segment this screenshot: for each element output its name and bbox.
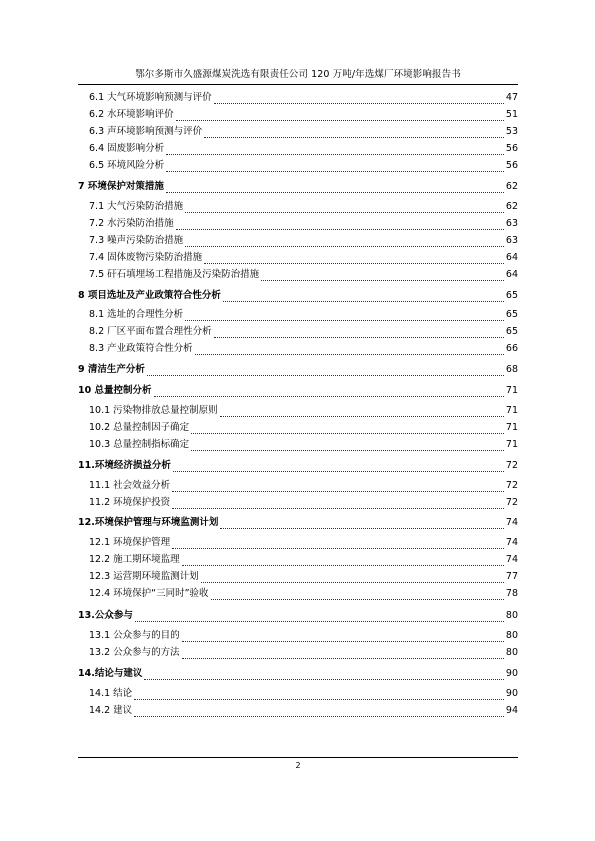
toc-section-entry[interactable] <box>78 702 518 720</box>
toc-section-entry[interactable] <box>78 157 518 175</box>
toc-section-entry[interactable] <box>78 306 518 324</box>
toc-dot-leader <box>191 427 504 434</box>
toc-dot-leader <box>173 465 504 472</box>
toc-entry-title: 8 项目选址及产业政策符合性分析 <box>78 290 221 301</box>
toc-entry-page: 64 <box>505 269 518 280</box>
toc-entry-title: 7 环境保护对策措施 <box>78 181 164 192</box>
toc-entry-title: 7.1 大气污染防治措施 <box>89 201 184 212</box>
toc-entry-page: 71 <box>505 405 518 416</box>
toc-entry-title: 6.5 环境风险分析 <box>89 160 165 171</box>
toc-entry-title: 10.1 污染物排放总量控制原则 <box>89 405 218 416</box>
toc-entry-page: 53 <box>505 126 518 137</box>
toc-dot-leader <box>185 206 504 213</box>
toc-section-entry[interactable] <box>78 340 518 358</box>
toc-entry-title: 12.1 环境保护管理 <box>89 537 171 548</box>
toc-chapter-entry[interactable] <box>78 361 518 379</box>
toc-entry-title: 12.4 环境保护“三同时”验收 <box>89 588 209 599</box>
toc-dot-leader <box>204 257 504 264</box>
toc-dot-leader <box>144 673 504 680</box>
toc-dot-leader <box>182 559 504 566</box>
toc-section-entry[interactable] <box>78 568 518 586</box>
toc-dot-leader <box>134 710 504 717</box>
toc-dot-leader <box>261 274 504 281</box>
toc-entry-page: 47 <box>505 92 518 103</box>
toc-entry-page: 72 <box>505 460 518 471</box>
toc-section-entry[interactable] <box>78 123 518 141</box>
running-header: 鄂尔多斯市久盛源煤炭洗选有限责任公司 120 万吨/年选煤厂环境影响报告书 <box>135 69 461 80</box>
toc-entry-title: 13.1 公众参与的目的 <box>89 630 180 641</box>
toc-chapter-entry[interactable] <box>78 607 518 625</box>
toc-entry-title: 6.1 大气环境影响预测与评价 <box>89 92 212 103</box>
toc-dot-leader <box>176 114 504 121</box>
toc-entry-page: 80 <box>505 630 518 641</box>
toc-dot-leader <box>223 295 504 302</box>
toc-entry-title: 10.2 总量控制因子确定 <box>89 422 190 433</box>
toc-dot-leader <box>204 131 504 138</box>
toc-chapter-entry[interactable] <box>78 457 518 475</box>
toc-dot-leader <box>211 593 504 600</box>
toc-section-entry[interactable] <box>78 585 518 603</box>
toc-dot-leader <box>182 635 504 642</box>
toc-section-entry[interactable] <box>78 215 518 233</box>
toc-entry-page: 56 <box>505 143 518 154</box>
toc-entry-page: 74 <box>505 554 518 565</box>
toc-entry-title: 7.3 噪声污染防治措施 <box>89 235 184 246</box>
toc-entry-title: 11.2 环境保护投资 <box>89 497 171 508</box>
toc-entry-page: 71 <box>505 385 518 396</box>
toc-entry-title: 11.环境经济损益分析 <box>78 460 171 471</box>
toc-entry-page: 90 <box>505 668 518 679</box>
toc-entry-page: 64 <box>505 252 518 263</box>
toc-section-entry[interactable] <box>78 477 518 495</box>
toc-dot-leader <box>185 314 504 321</box>
toc-dot-leader <box>172 485 504 492</box>
toc-entry-title: 12.环境保护管理与环境监测计划 <box>78 517 219 528</box>
toc-dot-leader <box>191 444 504 451</box>
toc-section-entry[interactable] <box>78 627 518 645</box>
toc-entry-title: 8.2 厂区平面布置合理性分析 <box>89 326 212 337</box>
toc-entry-page: 65 <box>505 309 518 320</box>
header-rule <box>78 84 518 85</box>
toc-entry-page: 51 <box>505 109 518 120</box>
toc-entry-title: 9 清洁生产分析 <box>78 364 145 375</box>
toc-dot-leader <box>166 165 504 172</box>
toc-dot-leader <box>154 390 504 397</box>
toc-entry-page: 80 <box>505 647 518 658</box>
toc-section-entry[interactable] <box>78 232 518 250</box>
toc-entry-page: 63 <box>505 235 518 246</box>
toc-dot-leader <box>220 410 504 417</box>
toc-entry-title: 12.2 施工期环境监理 <box>89 554 180 565</box>
toc-dot-leader <box>220 522 504 529</box>
toc-chapter-entry[interactable] <box>78 178 518 196</box>
toc-entry-title: 14.1 结论 <box>89 688 133 699</box>
toc-entry-title: 7.5 矸石填埋场工程措施及污染防治措施 <box>89 269 260 280</box>
toc-entry-title: 14.2 建议 <box>89 705 133 716</box>
toc-entry-title: 11.1 社会效益分析 <box>89 480 171 491</box>
toc-entry-title: 13.公众参与 <box>78 610 133 621</box>
toc-section-entry[interactable] <box>78 266 518 284</box>
toc-entry-page: 72 <box>505 480 518 491</box>
toc-dot-leader <box>166 148 504 155</box>
toc-entry-page: 71 <box>505 439 518 450</box>
toc-entry-page: 90 <box>505 688 518 699</box>
toc-dot-leader <box>166 186 504 193</box>
toc-chapter-entry[interactable] <box>78 382 518 400</box>
footer-rule <box>78 757 518 758</box>
toc-section-entry[interactable] <box>78 140 518 158</box>
toc-dot-leader <box>147 369 504 376</box>
toc-section-entry[interactable] <box>78 323 518 341</box>
toc-dot-leader <box>195 348 504 355</box>
toc-dot-leader <box>185 240 504 247</box>
toc-section-entry[interactable] <box>78 89 518 107</box>
toc-entry-page: 80 <box>505 610 518 621</box>
toc-section-entry[interactable] <box>78 551 518 569</box>
toc-dot-leader <box>172 502 504 509</box>
toc-entry-page: 72 <box>505 497 518 508</box>
toc-entry-title: 7.4 固体废物污染防治措施 <box>89 252 203 263</box>
toc-entry-page: 77 <box>505 571 518 582</box>
toc-entry-title: 14.结论与建议 <box>78 668 143 679</box>
toc-entry-page: 68 <box>505 364 518 375</box>
toc-section-entry[interactable] <box>78 249 518 267</box>
toc-section-entry[interactable] <box>78 644 518 662</box>
toc-section-entry[interactable] <box>78 198 518 216</box>
toc-entry-page: 62 <box>505 181 518 192</box>
toc-entry-page: 66 <box>505 343 518 354</box>
toc-chapter-entry[interactable] <box>78 665 518 683</box>
toc-section-entry[interactable] <box>78 534 518 552</box>
toc-entry-page: 65 <box>505 326 518 337</box>
toc-dot-leader <box>182 652 504 659</box>
toc-entry-page: 74 <box>505 537 518 548</box>
toc-entry-title: 10 总量控制分析 <box>78 385 152 396</box>
toc-section-entry[interactable] <box>78 436 518 454</box>
toc-dot-leader <box>176 223 504 230</box>
toc-entry-title: 10.3 总量控制指标确定 <box>89 439 190 450</box>
toc-dot-leader <box>134 693 504 700</box>
toc-entry-page: 78 <box>505 588 518 599</box>
toc-dot-leader <box>201 576 504 583</box>
toc-section-entry[interactable] <box>78 419 518 437</box>
toc-section-entry[interactable] <box>78 685 518 703</box>
toc-dot-leader <box>135 615 504 622</box>
toc-section-entry[interactable] <box>78 106 518 124</box>
toc-dot-leader <box>214 331 504 338</box>
toc-entry-title: 8.3 产业政策符合性分析 <box>89 343 193 354</box>
toc-entry-page: 94 <box>505 705 518 716</box>
toc-dot-leader <box>214 97 504 104</box>
toc-chapter-entry[interactable] <box>78 514 518 532</box>
toc-chapter-entry[interactable] <box>78 287 518 305</box>
toc-entry-title: 8.1 选址的合理性分析 <box>89 309 184 320</box>
toc-entry-title: 7.2 水污染防治措施 <box>89 218 174 229</box>
toc-entry-page: 62 <box>505 201 518 212</box>
toc-entry-page: 63 <box>505 218 518 229</box>
toc-entry-title: 6.4 固废影响分析 <box>89 143 165 154</box>
page-number: 2 <box>295 761 301 770</box>
toc-entry-title: 12.3 运营期环境监测计划 <box>89 571 199 582</box>
toc-entry-title: 6.2 水环境影响评价 <box>89 109 174 120</box>
toc-entry-title: 13.2 公众参与的方法 <box>89 647 180 658</box>
toc-entry-page: 74 <box>505 517 518 528</box>
toc-entry-page: 71 <box>505 422 518 433</box>
toc-section-entry[interactable] <box>78 494 518 512</box>
toc-section-entry[interactable] <box>78 402 518 420</box>
toc-entry-page: 56 <box>505 160 518 171</box>
toc-entry-page: 65 <box>505 290 518 301</box>
toc-entry-title: 6.3 声环境影响预测与评价 <box>89 126 203 137</box>
toc-dot-leader <box>172 542 504 549</box>
